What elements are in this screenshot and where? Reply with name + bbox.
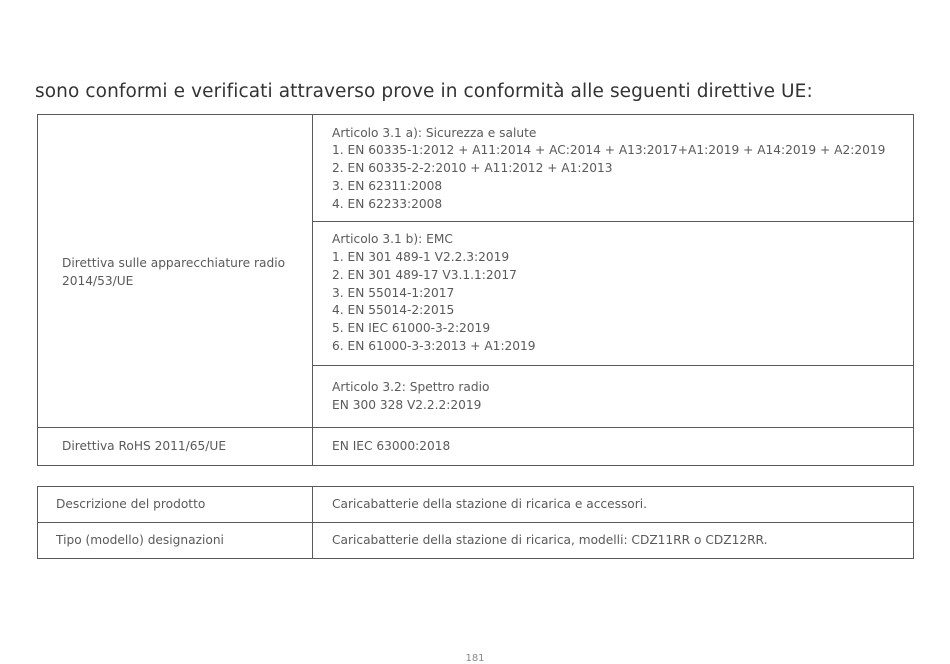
standard-item: 4. EN 55014-2:2015 (332, 303, 455, 318)
radio-spectrum-section (313, 366, 914, 428)
standard-item: 2. EN 301 489-17 V3.1.1:2017 (332, 267, 517, 282)
standard-item: 2. EN 60335-2-2:2010 + A11:2012 + A1:2013 (332, 161, 613, 176)
section-title: Articolo 3.1 a): Sicurezza e salute (332, 125, 537, 140)
standard-item: 3. EN 55014-1:2017 (332, 285, 455, 300)
radio-directive-label-line2: 2014/53/UE (62, 274, 134, 288)
standard-item: 1. EN 301 489-1 V2.2.3:2019 (332, 250, 510, 264)
radio-directive-label-line1: Direttiva sulle apparecchiature radio (62, 256, 286, 271)
page-heading: sono conformi e verificati attraverso prove in conformità alle seguenti direttive UE: (35, 81, 813, 102)
radio-directive-label (38, 115, 313, 428)
model-designation-value: Caricabatterie della stazione di ricarica, modelli: CDZ11RR o CDZ12RR. (313, 523, 914, 559)
rohs-directive-value: EN IEC 63000:2018 (313, 428, 914, 466)
safety-health-section (313, 115, 914, 222)
directives-table (37, 114, 914, 466)
product-description-value: Caricabatterie della stazione di ricarica e accessori. (313, 487, 914, 523)
standard-item: 4. EN 62233:2008 (332, 196, 443, 211)
section-title: Articolo 3.2: Spettro radio (332, 379, 490, 394)
standard-item: EN 300 328 V2.2.2:2019 (332, 397, 482, 412)
emc-section (313, 222, 914, 366)
section-title: Articolo 3.1 b): EMC (332, 232, 453, 247)
model-designation-label: Tipo (modello) designazioni (38, 523, 313, 559)
rohs-directive-label: Direttiva RoHS 2011/65/UE (38, 428, 313, 466)
standard-item: 6. EN 61000-3-3:2013 + A1:2019 (332, 338, 536, 353)
standard-item: 5. EN IEC 61000-3-2:2019 (332, 321, 491, 336)
page-number: 181 (465, 653, 485, 664)
product-table (37, 486, 914, 559)
product-description-label: Descrizione del prodotto (38, 487, 313, 523)
standard-item: 3. EN 62311:2008 (332, 178, 443, 193)
standard-item: 1. EN 60335-1:2012 + A11:2014 + AC:2014 + A13:2017+A1:2019 + A14:2019 + A2:2019 (332, 143, 886, 158)
